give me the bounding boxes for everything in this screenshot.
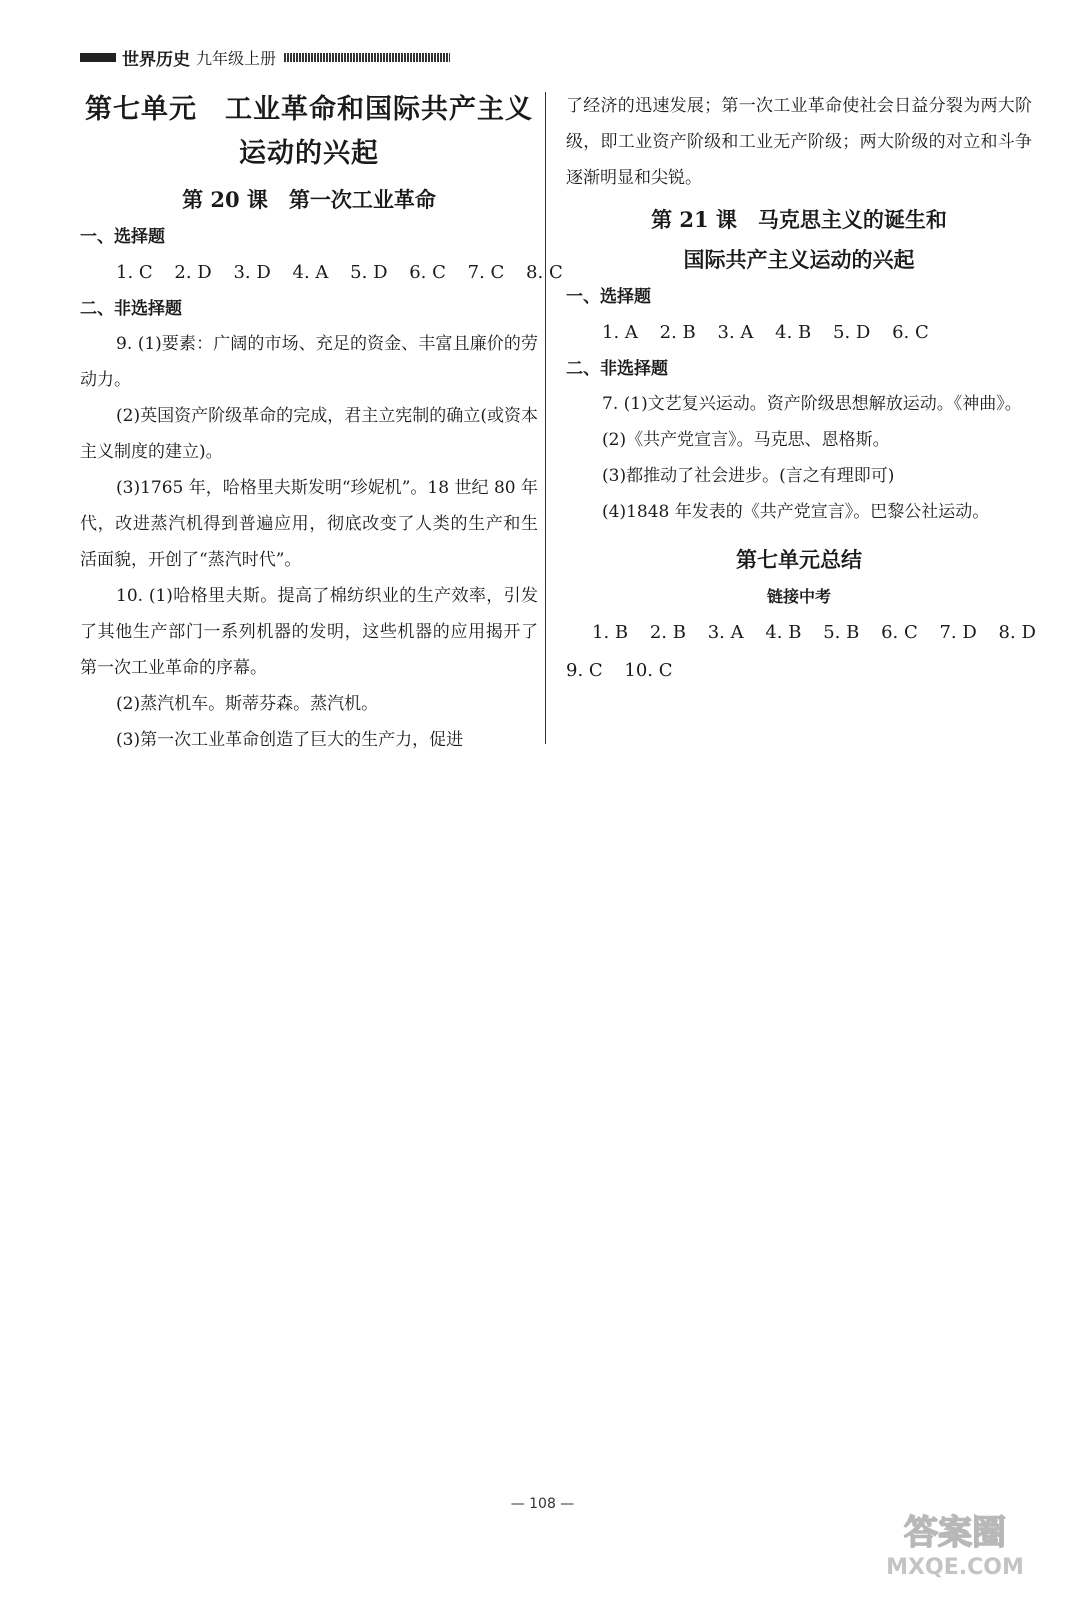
right-column (566, 88, 1036, 690)
answer-item: 5. B (823, 622, 860, 643)
answer-item: 3. D (233, 262, 271, 283)
watermark-logo-icon (855, 1502, 1055, 1582)
answer-paragraph: 10. (1)哈格里夫斯。提高了棉纺织业的生产效率，引发了其他生产部门一系列机器的发明，这些机器的应用揭开了第一次工业革命的序幕。 (80, 586, 538, 678)
page-number: — 108 — (510, 1496, 575, 1512)
lesson-21-title-line-2: 国际共产主义运动的兴起 (683, 247, 915, 272)
answer-item: 6. C (409, 262, 446, 283)
answer-item: 4. B (765, 622, 802, 643)
summary-answers-row-1 (566, 614, 1036, 652)
column-divider (545, 92, 546, 744)
unit-title-line-1: 第七单元 工业革命和国际共产主义 (85, 94, 533, 125)
answer-item: 6. C (892, 322, 929, 343)
answer-item: 6. C (881, 622, 918, 643)
header-series: 世界历史 (122, 49, 190, 70)
choice-answers (566, 314, 1032, 352)
answer-item: 8. D (998, 622, 1036, 643)
answer-item: 5. D (833, 322, 871, 343)
answer-paragraph: (4)1848 年发表的《共产党宣言》。巴黎公社运动。 (602, 502, 990, 522)
answer-item: 3. A (717, 322, 754, 343)
answer-item: 10. C (624, 660, 673, 681)
answer-paragraph: (2)蒸汽机车。斯蒂芬森。蒸汽机。 (116, 694, 379, 714)
watermark-text-top: 答案圈 (904, 1513, 1006, 1553)
section-choice-heading: 一、选择题 (80, 227, 165, 247)
answer-paragraph: (2)《共产党宣言》。马克思、恩格斯。 (602, 430, 890, 450)
answer-item: 1. C (116, 262, 153, 283)
header-grade: 九年级上册 (196, 48, 277, 68)
answer-item: 2. D (174, 262, 212, 283)
answer-paragraph: (3)都推动了社会进步。(言之有理即可) (602, 466, 895, 486)
answer-item: 1. B (592, 622, 629, 643)
answer-item: 9. C (566, 660, 603, 681)
answer-paragraph: (3)第一次工业革命创造了巨大的生产力，促进 (116, 730, 464, 750)
link-exam-subtitle: 链接中考 (766, 587, 831, 606)
answer-item: 3. A (707, 622, 744, 643)
left-column (80, 88, 563, 758)
answer-item: 7. C (467, 262, 505, 283)
section-nonchoice-heading: 二、非选择题 (80, 299, 182, 319)
watermark-text-bottom: MXQE.COM (886, 1555, 1024, 1580)
section-choice-heading: 一、选择题 (566, 287, 651, 307)
answer-item: 7. D (939, 622, 977, 643)
answer-paragraph: 7. (1)文艺复兴运动。资产阶级思想解放运动。《神曲》。 (602, 394, 1022, 414)
summary-answers-row-2 (566, 652, 1032, 690)
running-header (80, 44, 450, 70)
unit-title-line-2: 运动的兴起 (239, 138, 379, 169)
header-bar-right (284, 53, 450, 62)
answer-paragraph: (2)英国资产阶级革命的完成，君主立宪制的确立(或资本主义制度的建立)。 (80, 406, 538, 462)
answer-item: 4. A (292, 262, 329, 283)
answer-item: 2. B (649, 622, 686, 643)
lesson-21-title-line-1: 第 21 课 马克思主义的诞生和 (651, 207, 947, 232)
answer-item: 1. A (602, 322, 638, 343)
lesson-20-title: 第 20 课 第一次工业革命 (182, 187, 436, 212)
answer-paragraph: (3)1765 年，哈格里夫斯发明“珍妮机”。18 世纪 80 年代，改进蒸汽机得到普遍应用，彻底改变了人类的生产和生活面貌，开创了“蒸汽时代”。 (80, 478, 538, 570)
header-bar-left (80, 53, 116, 62)
unit-summary-title: 第七单元总结 (736, 547, 862, 572)
section-nonchoice-heading: 二、非选择题 (566, 359, 668, 379)
continued-paragraph: 了经济的迅速发展；第一次工业革命使社会日益分裂为两大阶级，即工业资产阶级和工业无产阶级；两大阶级的对立和斗争逐渐明显和尖锐。 (566, 96, 1032, 188)
answer-item: 2. B (659, 322, 696, 343)
answer-item: 4. B (775, 322, 812, 343)
choice-answers (80, 254, 563, 292)
answer-item: 8. C (526, 262, 563, 283)
answer-paragraph: 9. (1)要素：广阔的市场、充足的资金、丰富且廉价的劳动力。 (80, 334, 538, 390)
answer-item: 5. D (350, 262, 388, 283)
